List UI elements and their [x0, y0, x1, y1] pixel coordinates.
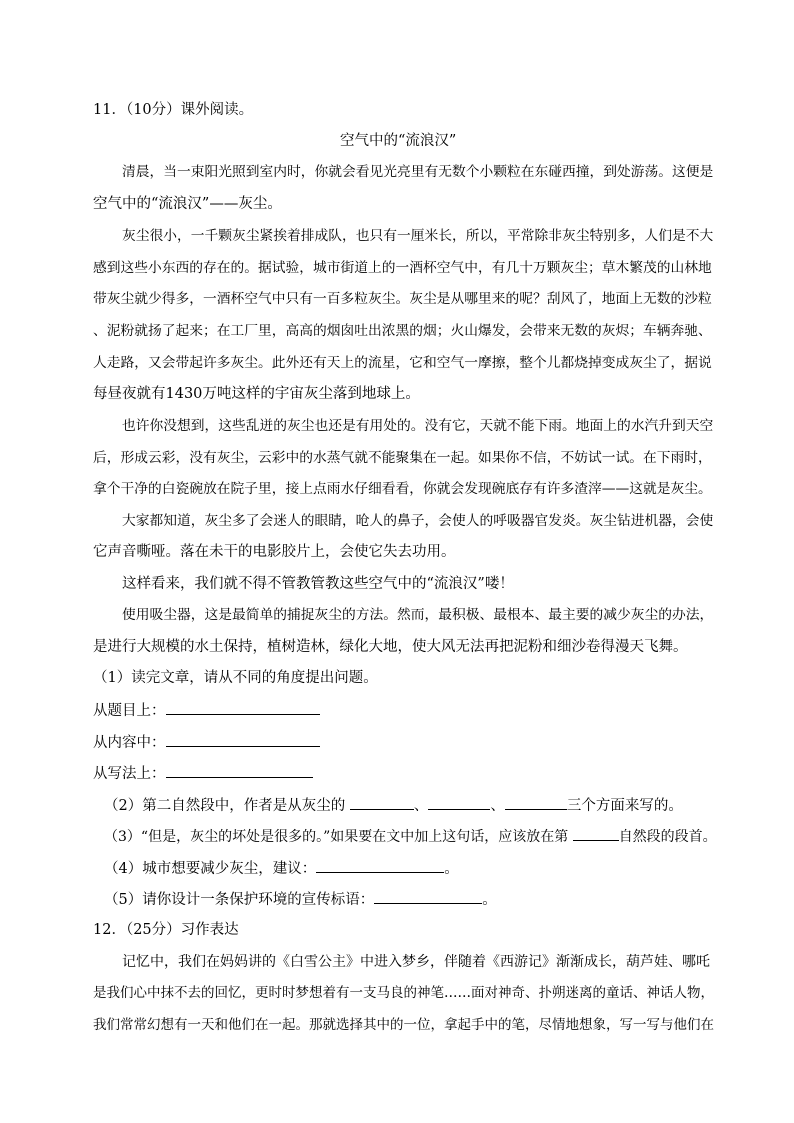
passage-line: 清晨，当一束阳光照到室内时，你就会看见光亮里有无数个小颗粒在东碰西撞，到处游荡。这便是: [122, 164, 714, 180]
subquestion-5-suffix: 。: [482, 892, 497, 908]
passage-line: 感到这些小东西的存在的。据试验，城市街道上的一酒杯空气中，有几十万颗灰尘；草木繁茂的山林地: [93, 260, 712, 276]
prompt-line: 是我们心中抹不去的回忆，更时时梦想着有一支马良的神笔……面对神奇、扑朔迷离的童话、神话人物，: [93, 985, 714, 1001]
passage-title: 空气中的“流浪汉”: [340, 133, 457, 149]
subquestion-2-prefix: （2）第二自然段中，作者是从灰尘的: [104, 798, 346, 814]
passage-line: 是进行大规模的水土保持，植树造林，绿化大地，使大风无法再把泥粉和细沙卷得漫天飞舞。: [93, 639, 688, 655]
passage-line: 这样看来，我们就不得不管教管教这些空气中的“流浪汉”喽！: [122, 576, 514, 592]
prompt-line: 记忆中，我们在妈妈讲的《白雪公主》中进入梦乡，伴随着《西游记》渐渐成长，葫芦娃、哪吒: [122, 954, 710, 970]
answer-blank[interactable]: [350, 795, 414, 810]
passage-line: 灰尘很小，一千颗灰尘紧挨着排成队，也只有一厘米长，所以，平常除非灰尘特别多，人们是不大: [122, 228, 714, 244]
subquestion-4-prefix: （4）城市想要减少灰尘，建议：: [104, 861, 317, 877]
subquestion-1b-label: 从内容中：: [93, 735, 166, 751]
passage-line: 它声音嘶哑。落在未干的电影胶片上，会使它失去功用。: [93, 544, 456, 560]
subquestion-3: [104, 826, 717, 847]
question-11-header: 11．（10分）课外阅读。: [93, 102, 254, 118]
passage-line: 大家都知道，灰尘多了会迷人的眼睛，呛人的鼻子，会使人的呼吸器官发炎。灰尘钻进机器，会使: [122, 513, 714, 529]
subquestion-5-prefix: （5）请你设计一条保护环境的宣传标语：: [104, 892, 375, 908]
passage-line: 每昼夜就有1430万吨这样的宇宙灰尘落到地球上。: [93, 386, 420, 402]
subquestion-3-prefix: （3）“但是，灰尘的坏处是很多的。”如果要在文中加上这句话，应该放在第: [104, 829, 569, 845]
passage-line: 人走路，又会带起许多灰尘。此外还有天上的流星，它和空气一摩擦，整个儿都烧掉变成灰尘了，据说: [93, 355, 712, 371]
subquestion-5: [104, 889, 497, 910]
subquestion-2-suffix: 三个方面来写的。: [566, 798, 683, 814]
answer-blank[interactable]: [166, 763, 313, 778]
question-12-header: 12．（25分）习作表达: [93, 922, 239, 938]
subquestion-1c-label: 从写法上：: [93, 766, 166, 782]
passage-line: 拿个干净的白瓷碗放在院子里，接上点雨水仔细看看，你就会发现碗底存有许多渣滓——这就是灰尘。: [93, 481, 712, 497]
passage-line: 后，形成云彩，没有灰尘，云彩中的水蒸气就不能聚集在一起。如果你不信，不妨试一试。在下雨时，: [93, 450, 712, 466]
subquestion-2: [104, 795, 683, 816]
separator: 、: [413, 798, 429, 814]
subquestion-1-item: [93, 700, 320, 721]
passage-line: 带灰尘就少得多，一酒杯空气中只有一百多粒灰尘。灰尘是从哪里来的呢？刮风了，地面上无数的沙粒: [93, 291, 712, 307]
subquestion-3-suffix: 自然段的段首。: [618, 829, 717, 845]
answer-blank[interactable]: [316, 858, 444, 873]
subquestion-1-prompt: （1）读完文章，请从不同的角度提出问题。: [93, 670, 378, 686]
answer-blank[interactable]: [166, 732, 320, 747]
subquestion-4-suffix: 。: [444, 861, 459, 877]
answer-blank[interactable]: [428, 795, 490, 810]
subquestion-1-item: [93, 732, 320, 753]
subquestion-1-item: [93, 763, 313, 784]
answer-blank[interactable]: [505, 795, 567, 810]
subquestion-4: [104, 858, 459, 879]
answer-blank[interactable]: [573, 826, 619, 841]
separator: 、: [490, 798, 505, 814]
passage-line: 空气中的“流浪汉”——灰尘。: [93, 196, 282, 212]
subquestion-1a-label: 从题目上：: [93, 703, 166, 719]
passage-line: 也许你没想到，这些乱迸的灰尘也还是有用处的。没有它，天就不能下雨。地面上的水汽升到天空: [122, 418, 714, 434]
prompt-line: 我们常常幻想有一天和他们在一起。那就选择其中的一位，拿起手中的笔，尽情地想象，写一写与他们在: [93, 1017, 714, 1033]
answer-blank[interactable]: [374, 889, 482, 904]
passage-line: 使用吸尘器，这是最简单的捕捉灰尘的方法。然而，最积极、最根本、最主要的减少灰尘的办法，: [122, 607, 714, 623]
passage-line: 、泥粉就扬了起来；在工厂里，高高的烟囱吐出浓黑的烟；火山爆发，会带来无数的灰烬；车辆奔驰、: [93, 323, 712, 339]
answer-blank[interactable]: [166, 700, 320, 715]
